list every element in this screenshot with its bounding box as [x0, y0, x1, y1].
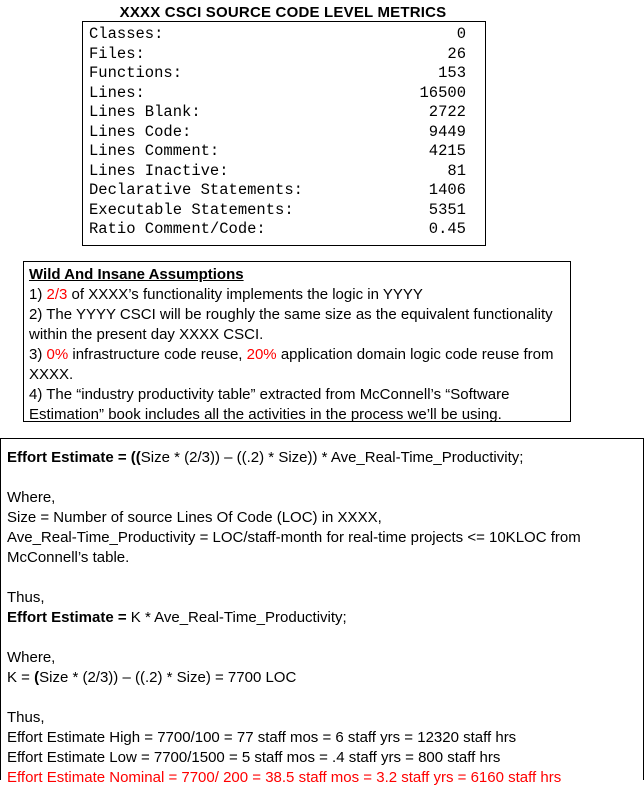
metric-value: 81 — [447, 161, 466, 180]
metric-row — [89, 201, 466, 221]
metric-label: Lines Blank: — [89, 103, 201, 121]
metric-label: Executable Statements: — [89, 200, 294, 219]
where-label: Where, — [7, 489, 56, 506]
k-definition — [7, 668, 637, 688]
assumptions-box — [23, 261, 571, 422]
productivity-definition: Ave_Real-Time_Productivity = LOC/staff-month for real-time projects <= 10KLOC from McConnell’s table. — [7, 529, 581, 566]
metric-value: 1406 — [428, 181, 466, 199]
metric-row — [89, 25, 466, 45]
metric-label: Files: — [89, 44, 145, 63]
metric-label: Classes: — [89, 25, 164, 43]
metric-row — [89, 64, 466, 84]
assumption-4: 4) The “industry productivity table” extracted from McConnell’s “Software Estimation” book includes all the activities in the process we’ll be using. — [29, 386, 510, 423]
metric-label: Declarative Statements: — [89, 181, 303, 199]
effort-estimate-nominal: Effort Estimate Nominal = 7700/ 200 = 38.5 staff mos = 3.2 staff yrs = 6160 staff hrs — [7, 769, 562, 786]
thus-label: Thus, — [7, 709, 45, 726]
assumptions-title: Wild And Insane Assumptions — [29, 266, 244, 283]
metric-row — [89, 123, 466, 143]
assumption-fraction: 2/3 — [46, 286, 68, 303]
k-paren: ( — [34, 669, 40, 686]
thus-label: Thus, — [7, 589, 45, 606]
metric-label: Lines Code: — [89, 122, 192, 141]
effort-estimate-high: Effort Estimate High = 7700/100 = 77 staff mos = 6 staff yrs = 12320 staff hrs — [7, 729, 517, 746]
metrics-title: XXXX CSCI SOURCE CODE LEVEL METRICS — [119, 4, 447, 21]
effort-formula-label: Effort Estimate = — [7, 609, 131, 626]
assumption-text: of XXXX’s functionality implements the logic in YYYY — [67, 286, 423, 303]
effort-formula-expression: K * Ave_Real-Time_Productivity; — [130, 609, 347, 626]
metric-row — [89, 103, 466, 123]
assumption-number: 3) — [29, 346, 47, 363]
metric-row — [89, 45, 466, 65]
assumption-1 — [29, 285, 565, 305]
assumption-text: application domain logic code reuse from XXXX. — [29, 346, 554, 383]
assumption-2: 2) The YYYY CSCI will be roughly the same size as the equivalent functionality within the present day XXXX CSCI. — [29, 306, 553, 343]
metric-label: Ratio Comment/Code: — [89, 220, 266, 238]
metric-value: 0.45 — [428, 220, 466, 238]
metric-value: 16500 — [419, 83, 466, 102]
metric-value: 153 — [438, 64, 466, 82]
effort-formula-simplified — [7, 608, 637, 628]
domain-reuse-value: 20% — [246, 346, 277, 363]
assumption-3 — [29, 345, 565, 385]
metric-value: 9449 — [428, 122, 466, 141]
metric-value: 2722 — [428, 103, 466, 121]
effort-estimate-box — [0, 438, 644, 786]
metric-label: Lines Comment: — [89, 142, 220, 160]
metrics-table — [82, 21, 486, 246]
metric-row — [89, 181, 466, 201]
k-prefix: K = — [7, 669, 35, 686]
infrastructure-reuse-value: 0% — [46, 346, 69, 363]
effort-formula-label: Effort Estimate = (( — [7, 449, 141, 466]
metric-value: 5351 — [428, 200, 466, 219]
assumption-text: infrastructure code reuse, — [68, 346, 247, 363]
effort-formula-expression: Size * (2/3)) – ((.2) * Size)) * Ave_Real-Time_Productivity; — [140, 449, 524, 466]
where-label: Where, — [7, 649, 56, 666]
metric-row — [89, 84, 466, 104]
metric-row — [89, 220, 466, 240]
effort-estimate-low: Effort Estimate Low = 7700/1500 = 5 staff mos = .4 staff yrs = 800 staff hrs — [7, 749, 501, 766]
metric-label: Lines Inactive: — [89, 161, 229, 180]
metric-value: 4215 — [428, 142, 466, 160]
metric-value: 0 — [456, 25, 466, 43]
metric-label: Functions: — [89, 64, 183, 82]
effort-formula — [7, 448, 637, 468]
metric-row — [89, 142, 466, 162]
k-expression: Size * (2/3)) – ((.2) * Size) = 7700 LOC — [39, 669, 297, 686]
size-definition: Size = Number of source Lines Of Code (LOC) in XXXX, — [7, 509, 382, 526]
assumption-number: 1) — [29, 286, 47, 303]
metric-label: Lines: — [89, 83, 145, 102]
metric-value: 26 — [447, 44, 466, 63]
metric-row — [89, 162, 466, 182]
